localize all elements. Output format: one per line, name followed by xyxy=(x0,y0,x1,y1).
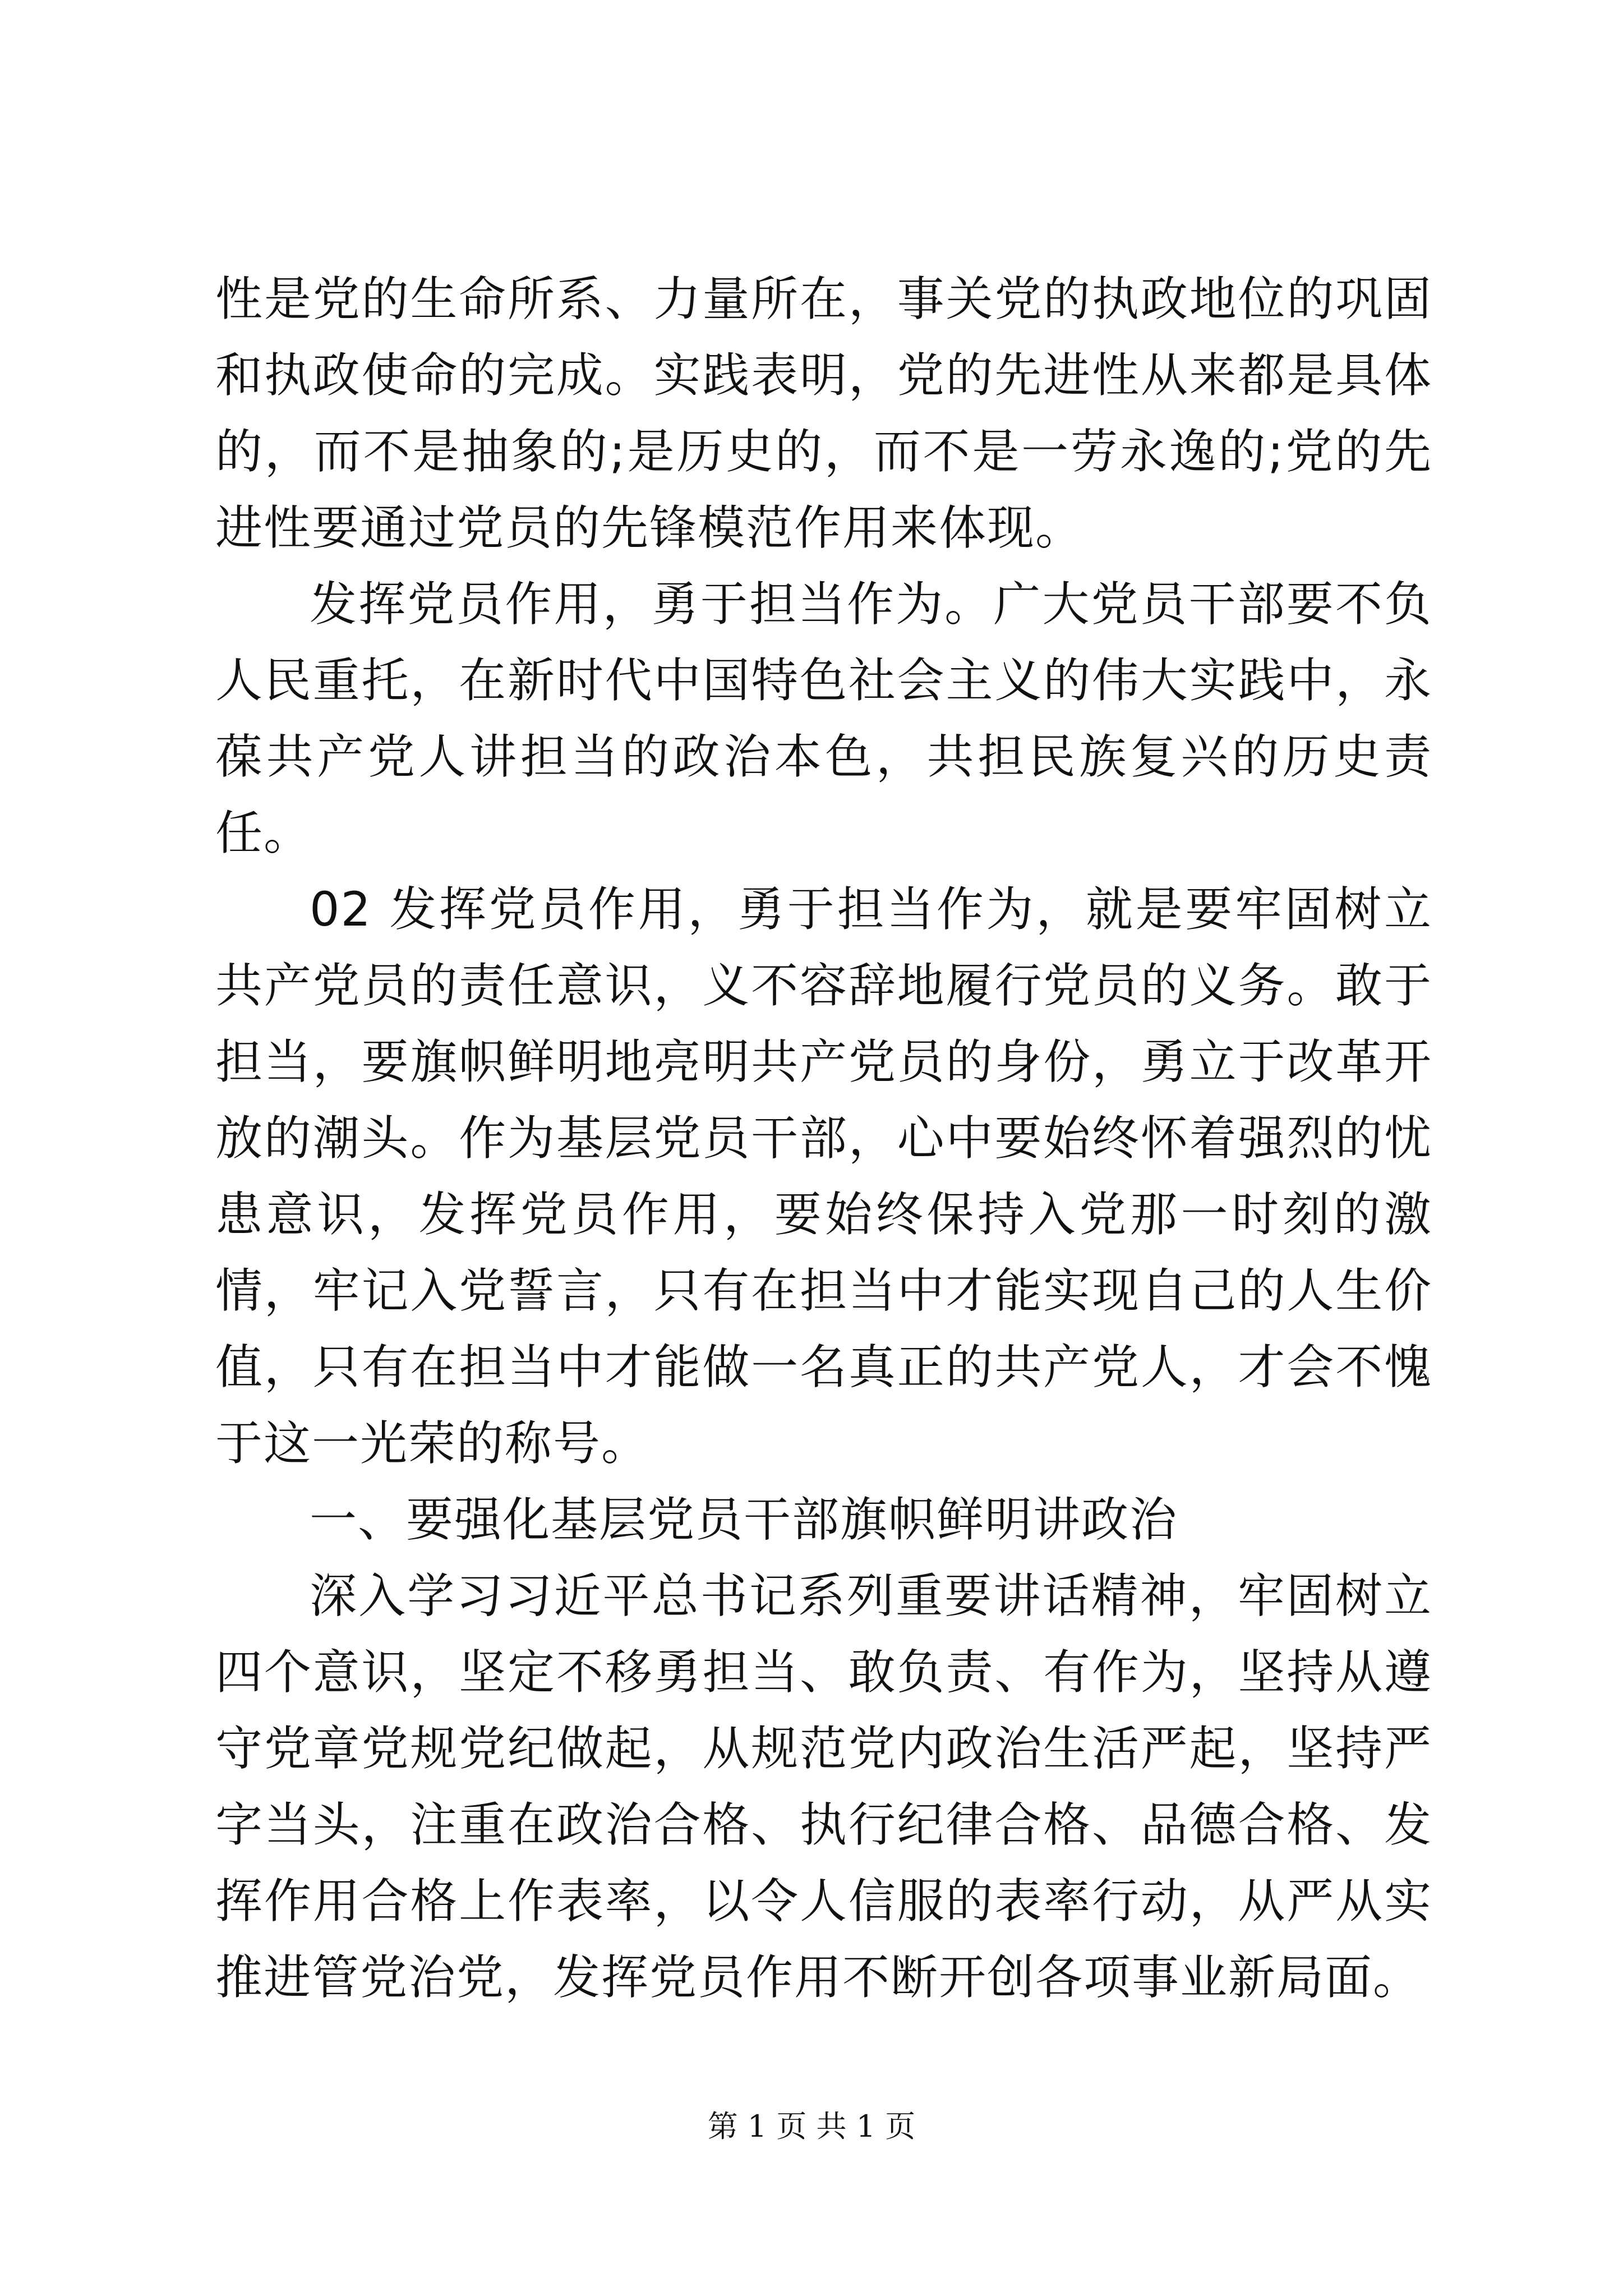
document-body xyxy=(215,261,1432,2016)
paragraph-2: 发挥党员作用，勇于担当作为。广大党员干部要不负人民重托，在新时代中国特色社会主义的伟大实践中，永葆共产党人讲担当的政治本色，共担民族复兴的历史责任。 xyxy=(215,577,1432,861)
page-footer: 第 1 页 共 1 页 xyxy=(707,2109,916,2144)
paragraph-5: 深入学习习近平总书记系列重要讲话精神，牢固树立四个意识，坚定不移勇担当、敢负责、有作为，坚持从遵守党章党规党纪做起，从规范党内政治生活严起，坚持严字当头，注重在政治合格、执行纪律合格、品德合格、发挥作用合格上作表率，以令人信服的表率行动，从严从实推进管党治党，发挥党员作用不断开创各项事业新局面。 xyxy=(215,1568,1432,2005)
section-heading: 一、要强化基层党员干部旗帜鲜明讲政治 xyxy=(310,1492,1178,1547)
paragraph-1: 性是党的生命所系、力量所在，事关党的执政地位的巩固和执政使命的完成。实践表明，党的先进性从来都是具体的，而不是抽象的;是历史的，而不是一劳永逸的;党的先进性要通过党员的先锋模范作用来体现。 xyxy=(215,272,1432,555)
paragraph-3: 02 发挥党员作用，勇于担当作为，就是要牢固树立共产党员的责任意识，义不容辞地履行党员的义务。敢于担当，要旗帜鲜明地亮明共产党员的身份，勇立于改革开放的潮头。作为基层党员干部，心中要始终怀着强烈的忧患意识，发挥党员作用，要始终保持入党那一时刻的激情，牢记入党誓言，只有在担当中才能实现自己的人生价值，只有在担当中才能做一名真正的共产党人，才会不愧于这一光荣的称号。 xyxy=(215,882,1432,1471)
